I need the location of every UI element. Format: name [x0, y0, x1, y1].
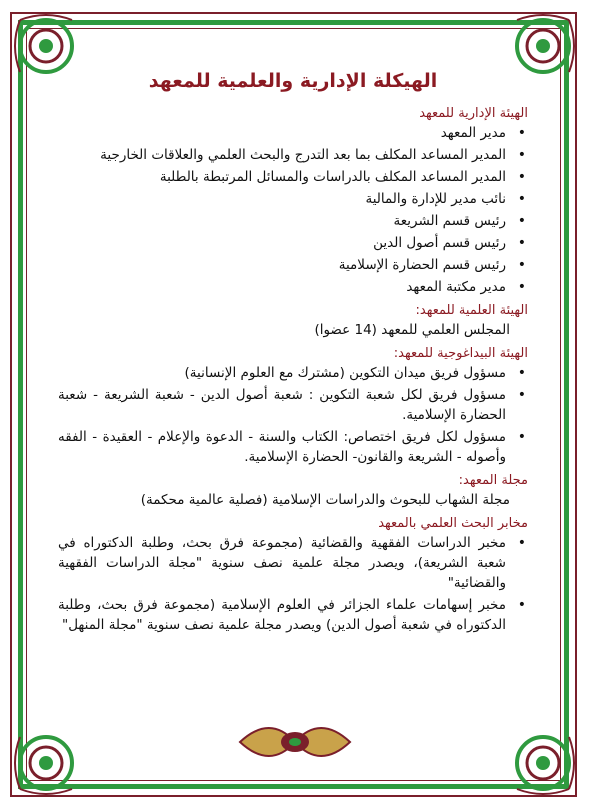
corner-ornament-icon [493, 713, 583, 803]
list-item: • المدير المساعد المكلف بما بعد التدرج والبحث العلمي والعلاقات الخارجية [58, 145, 506, 165]
list-item: • مسؤول فريق لكل شعبة التكوين : شعبة أصول الدين - شعبة الشريعة - شعبة الحضارة الإسلامية. [58, 385, 506, 425]
list-item: • مدير المعهد [58, 123, 506, 143]
list-item: • المدير المساعد المكلف بالدراسات والمسائل المرتبطة بالطلبة [58, 167, 506, 187]
section-heading-scientific: الهيئة العلمية للمعهد: [415, 303, 528, 318]
list-item: • رئيس قسم الحضارة الإسلامية [58, 255, 506, 275]
list-item: • مخبر إسهامات علماء الجزائر في العلوم الإسلامية (مجموعة فرق بحث، وطلبة الدكتوراه في شعبة أصول الدين) ويصدر مجلة علمية نصف سنوية "مجلة المنهل" [58, 595, 506, 635]
list-item: • مسؤول لكل فريق اختصاص: الكتاب والسنة - الدعوة والإعلام - العقيدة - الفقه وأصوله - الشريعة والقانون- الحضارة الإسلامية. [58, 427, 506, 467]
list-item: • مسؤول فريق ميدان التكوين (مشترك مع العلوم الإنسانية) [58, 363, 506, 383]
list-item: • نائب مدير للإدارة والمالية [58, 189, 506, 209]
pedagogical-list [58, 363, 528, 467]
scientific-council-text: المجلس العلمي للمعهد (14 عضوا) [314, 322, 510, 338]
labs-list [58, 533, 528, 635]
list-item: • مدير مكتبة المعهد [58, 277, 506, 297]
document-body [58, 70, 528, 637]
page-title: الهيكلة الإدارية والعلمية للمعهد [148, 70, 438, 92]
list-item: • رئيس قسم أصول الدين [58, 233, 506, 253]
administrative-list [58, 123, 528, 297]
bottom-ornament-icon [230, 712, 360, 772]
list-item: • مخبر الدراسات الفقهية والقضائية (مجموعة فرق بحث، وطلبة الدكتوراه في شعبة الشريعة)، ويصدر مجلة علمية نصف سنوية "مجلة الدراسات الفقهية والقضائية" [58, 533, 506, 593]
corner-ornament-icon [6, 713, 96, 803]
list-item: • رئيس قسم الشريعة [58, 211, 506, 231]
section-heading-journal: مجلة المعهد: [458, 473, 528, 488]
section-heading-labs: مخابر البحث العلمي بالمعهد [378, 516, 528, 531]
journal-text: مجلة الشهاب للبحوث والدراسات الإسلامية (فصلية عالمية محكمة) [140, 492, 510, 508]
section-heading-pedagogical: الهيئة البيداغوجية للمعهد: [393, 346, 528, 361]
section-heading-administrative: الهيئة الإدارية للمعهد [419, 106, 528, 121]
